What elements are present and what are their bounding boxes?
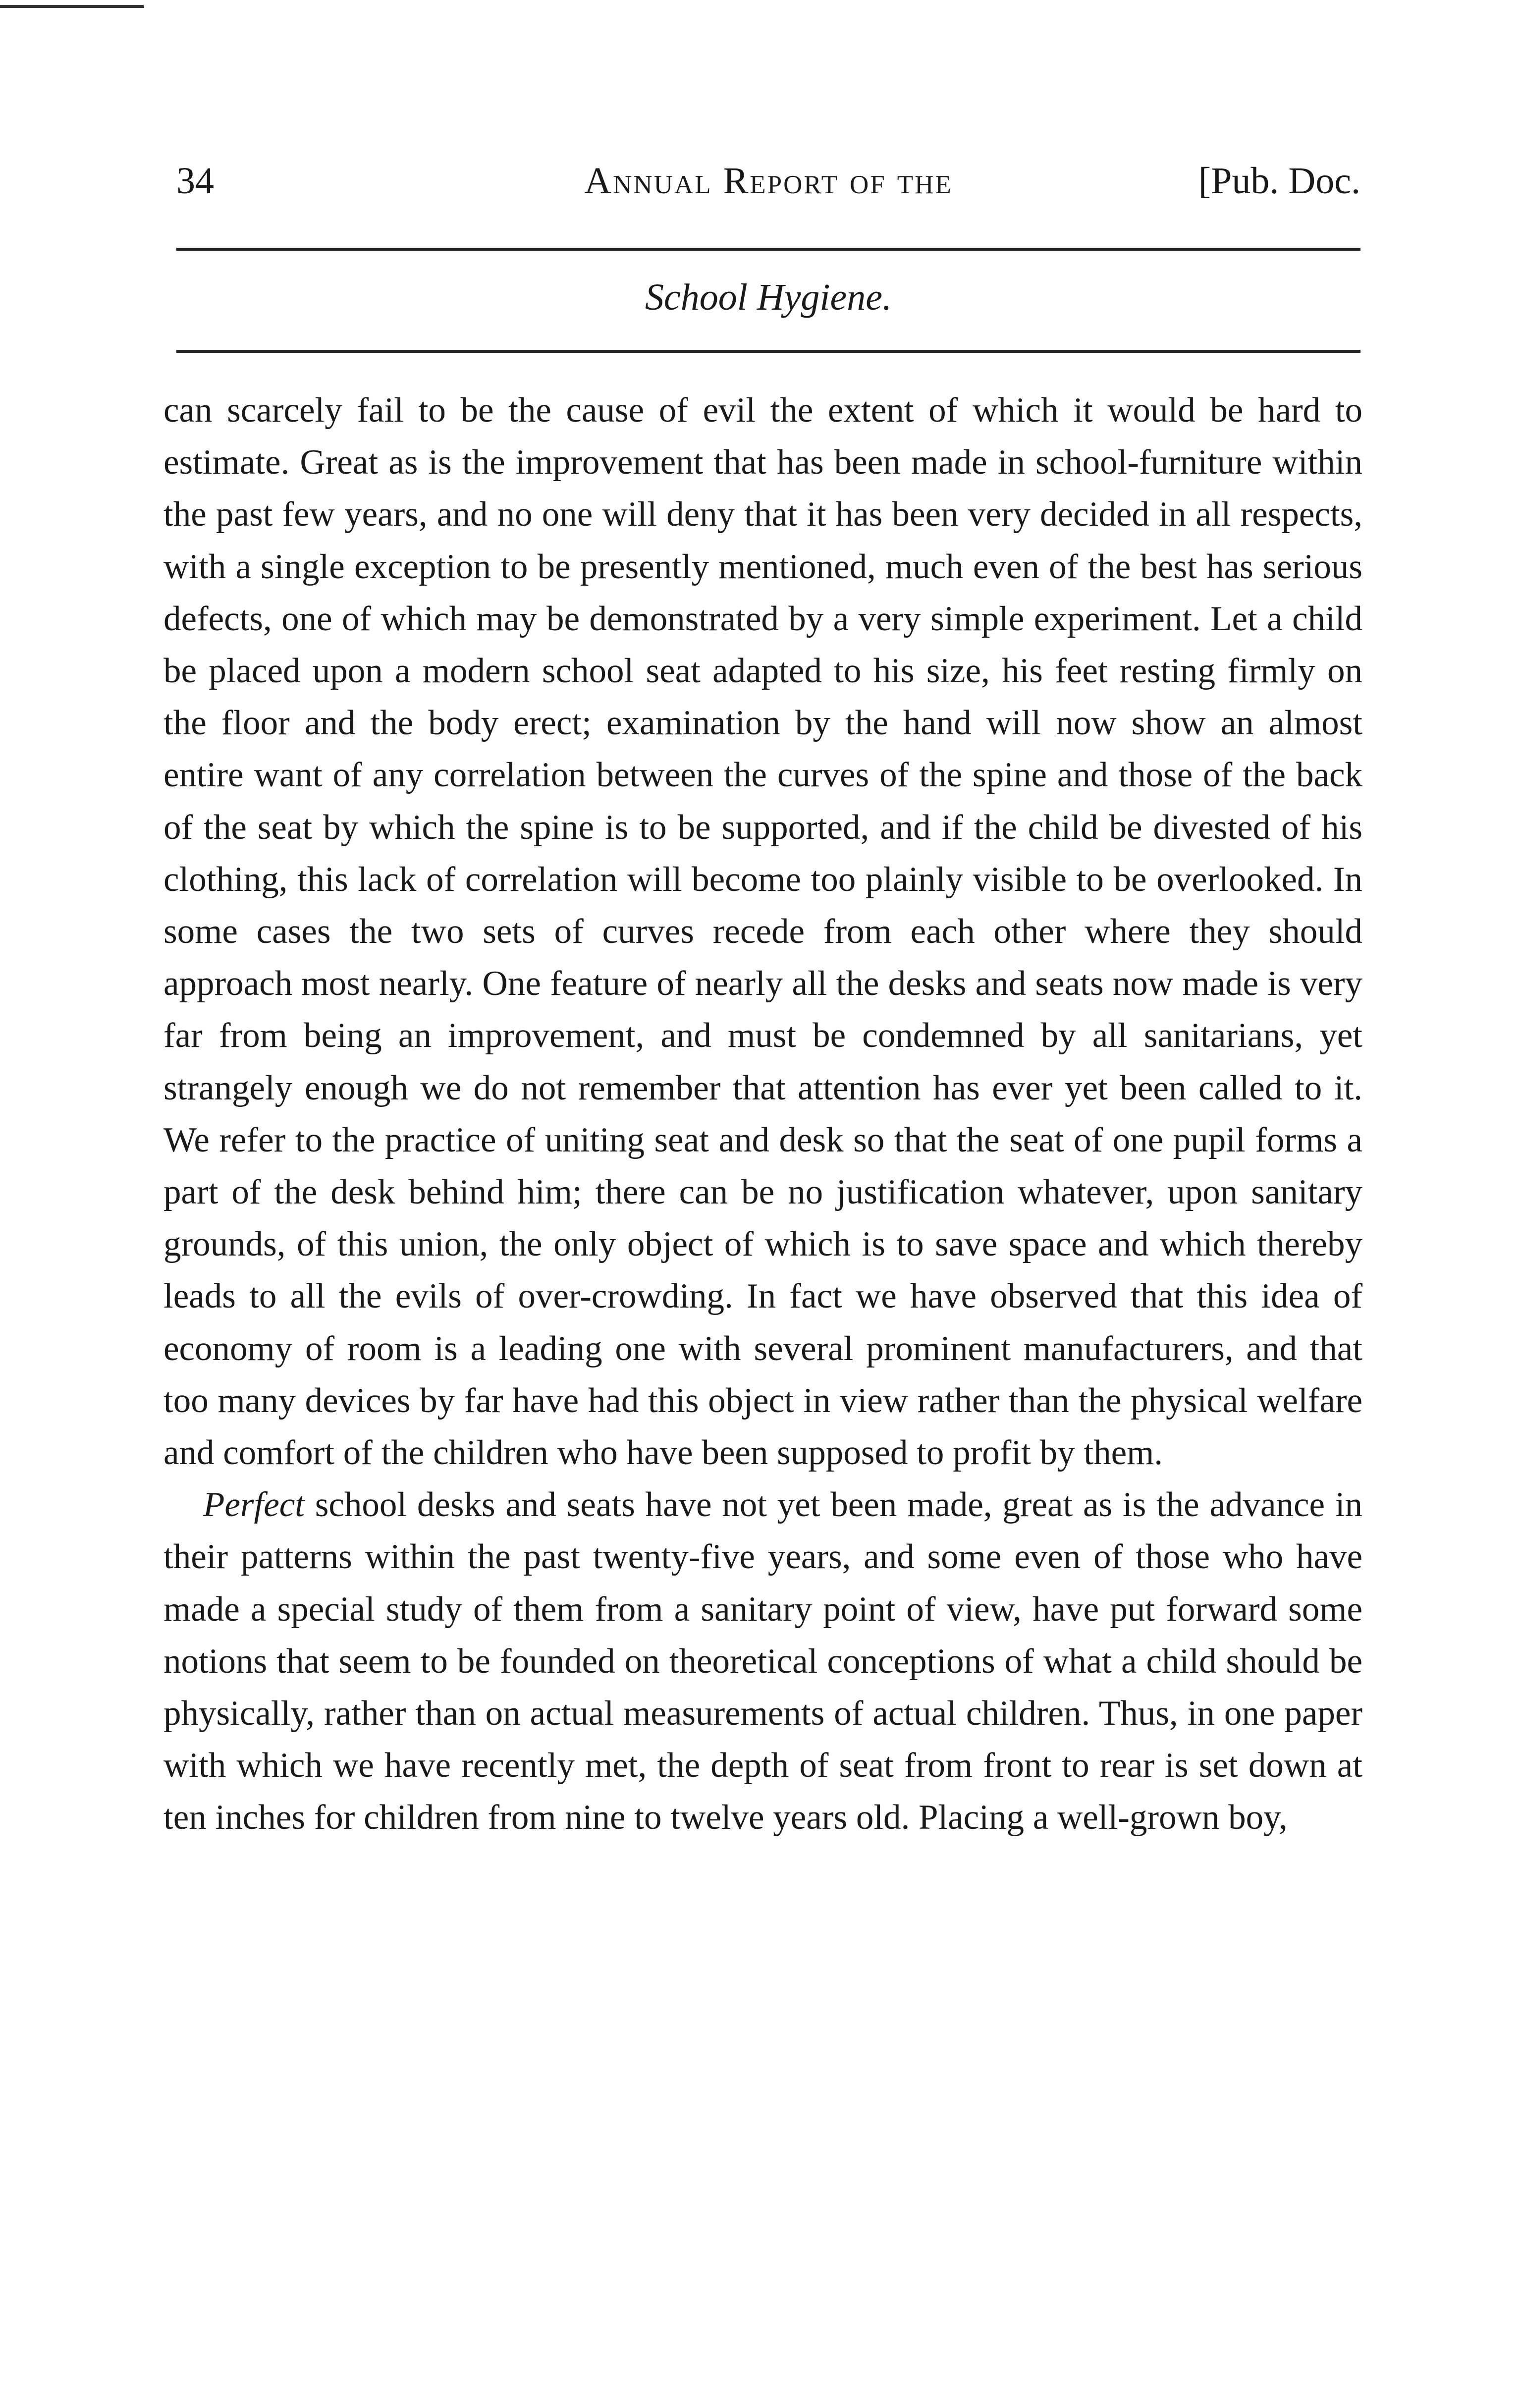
top-edge-rule [0, 5, 144, 8]
document-reference: [Pub. Doc. [1198, 160, 1360, 202]
page-number: 34 [176, 160, 214, 202]
paragraph-2 [163, 1479, 1362, 1844]
paragraph-1: can scarcely fail to be the cause of evil the extent of which it would be hard to estimate. Great as is the improvement that has been made in school-furniture within the past few years, and no one will deny that it has been very decided in all respects, with a single exception to be presently mentioned, much even of the best has serious defects, one of which may be demonstrated by a very simple experiment. Let a child be placed upon a modern school seat adapted to his size, his feet resting firmly on the floor and the body erect; examination by the hand will now show an almost entire want of any correlation between the curves of the spine and those of the back of the seat by which the spine is to be supported, and if the child be divested of his clothing, this lack of correlation will become too plainly visible to be overlooked. In some cases the two sets of curves recede from each other where they should approach most nearly. One feature of nearly all the desks and seats now made is very far from being an improvement, and must be condemned by all sanitarians, yet strangely enough we do not remember that attention has ever yet been called to it. We refer to the practice of uniting seat and desk so that the seat of one pupil forms a part of the desk behind him; there can be no justification whatever, upon sanitary grounds, of this union, the only object of which is to save space and which thereby leads to all the evils of over-crowding. In fact we have observed that this idea of economy of room is a leading one with several prominent manufacturers, and that too many devices by far have had this object in view rather than the physical welfare and comfort of the children who have been supposed to profit by them. [163, 391, 1362, 1473]
section-title: School Hygiene. [645, 276, 892, 318]
paragraph-2-text: school desks and seats have not yet been made, great as is the advance in their patterns within the past twenty-five years, and some even of those who have made a special study of them from a sanitary point of view, have put forward some notions that seem to be founded on theoretical conceptions of what a child should be physically, rather than on actual measurements of actual children. Thus, in one paper with which we have recently met, the depth of seat from front to rear is set down at ten inches for children from nine to twelve years old. Placing a well-grown boy, [163, 1485, 1362, 1837]
body-text [163, 384, 1362, 1844]
header-rule-bottom [176, 350, 1360, 353]
running-title: Annual Report of the [584, 160, 953, 202]
header-rule-top [176, 248, 1360, 251]
page-header [176, 154, 1360, 208]
emphasis-perfect: Perfect [203, 1485, 305, 1525]
